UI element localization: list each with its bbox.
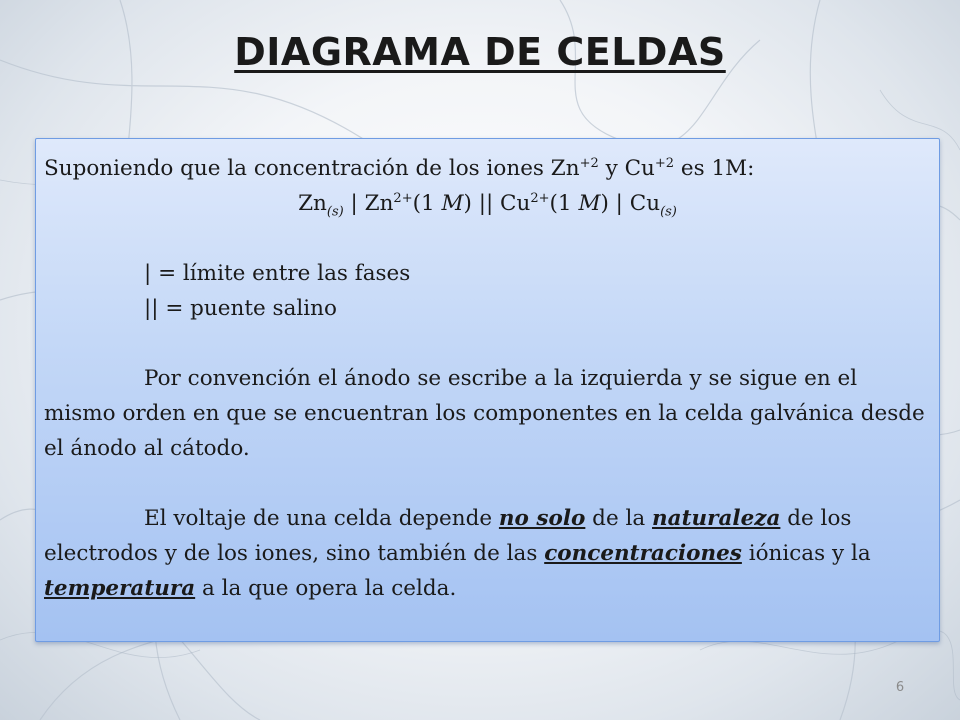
cu-charge: +2	[654, 155, 675, 171]
molar-unit: M	[441, 191, 464, 216]
spacer	[44, 221, 931, 256]
page-title-text: DIAGRAMA DE CELDAS	[234, 30, 726, 74]
emphasis-concentraciones: concentraciones	[544, 541, 742, 566]
molar-unit: M	[578, 191, 601, 216]
emphasis-no-solo: no solo	[498, 506, 586, 531]
spacer	[44, 466, 931, 501]
intro-line: Suponiendo que la concentración de los iones $Zn^{+2}$ y $Cu^{+2}$ es 1M:	[44, 155, 755, 181]
legend-single-bar: | = límite entre las fases	[144, 261, 411, 286]
zn-charge: +2	[579, 155, 599, 171]
legend-double-bar: || = puente salino	[144, 296, 337, 321]
cu-state: (s)	[660, 204, 677, 220]
zn-state: (s)	[326, 204, 344, 220]
spacer	[44, 326, 931, 361]
page-title	[0, 30, 960, 74]
page-number: 6	[895, 680, 905, 695]
convention-paragraph: Por convención el ánodo se escribe a la izquierda y se sigue en el mismo orden en que se encuentran los componentes en la celda galvánica desde el ánodo al cátodo.	[44, 366, 925, 461]
cell-notation: $Zn_{(s)}$ | $Zn^{2+}(1$ M) || $Cu^{2+}(1$ M) | $Cu_{(s)}$	[298, 190, 677, 220]
cu-ion-charge: 2+	[530, 190, 550, 206]
emphasis-naturaleza: naturaleza	[652, 506, 781, 531]
emphasis-temperatura: temperatura	[44, 576, 196, 601]
voltage-paragraph: El voltaje de una celda depende no solo de la naturaleza de los electrodos y de los iones, sino también de las concentraciones iónicas y la temperatura a la que opera la celda.	[44, 506, 871, 601]
content-box	[35, 138, 940, 642]
zn-ion-charge: 2+	[393, 190, 413, 206]
